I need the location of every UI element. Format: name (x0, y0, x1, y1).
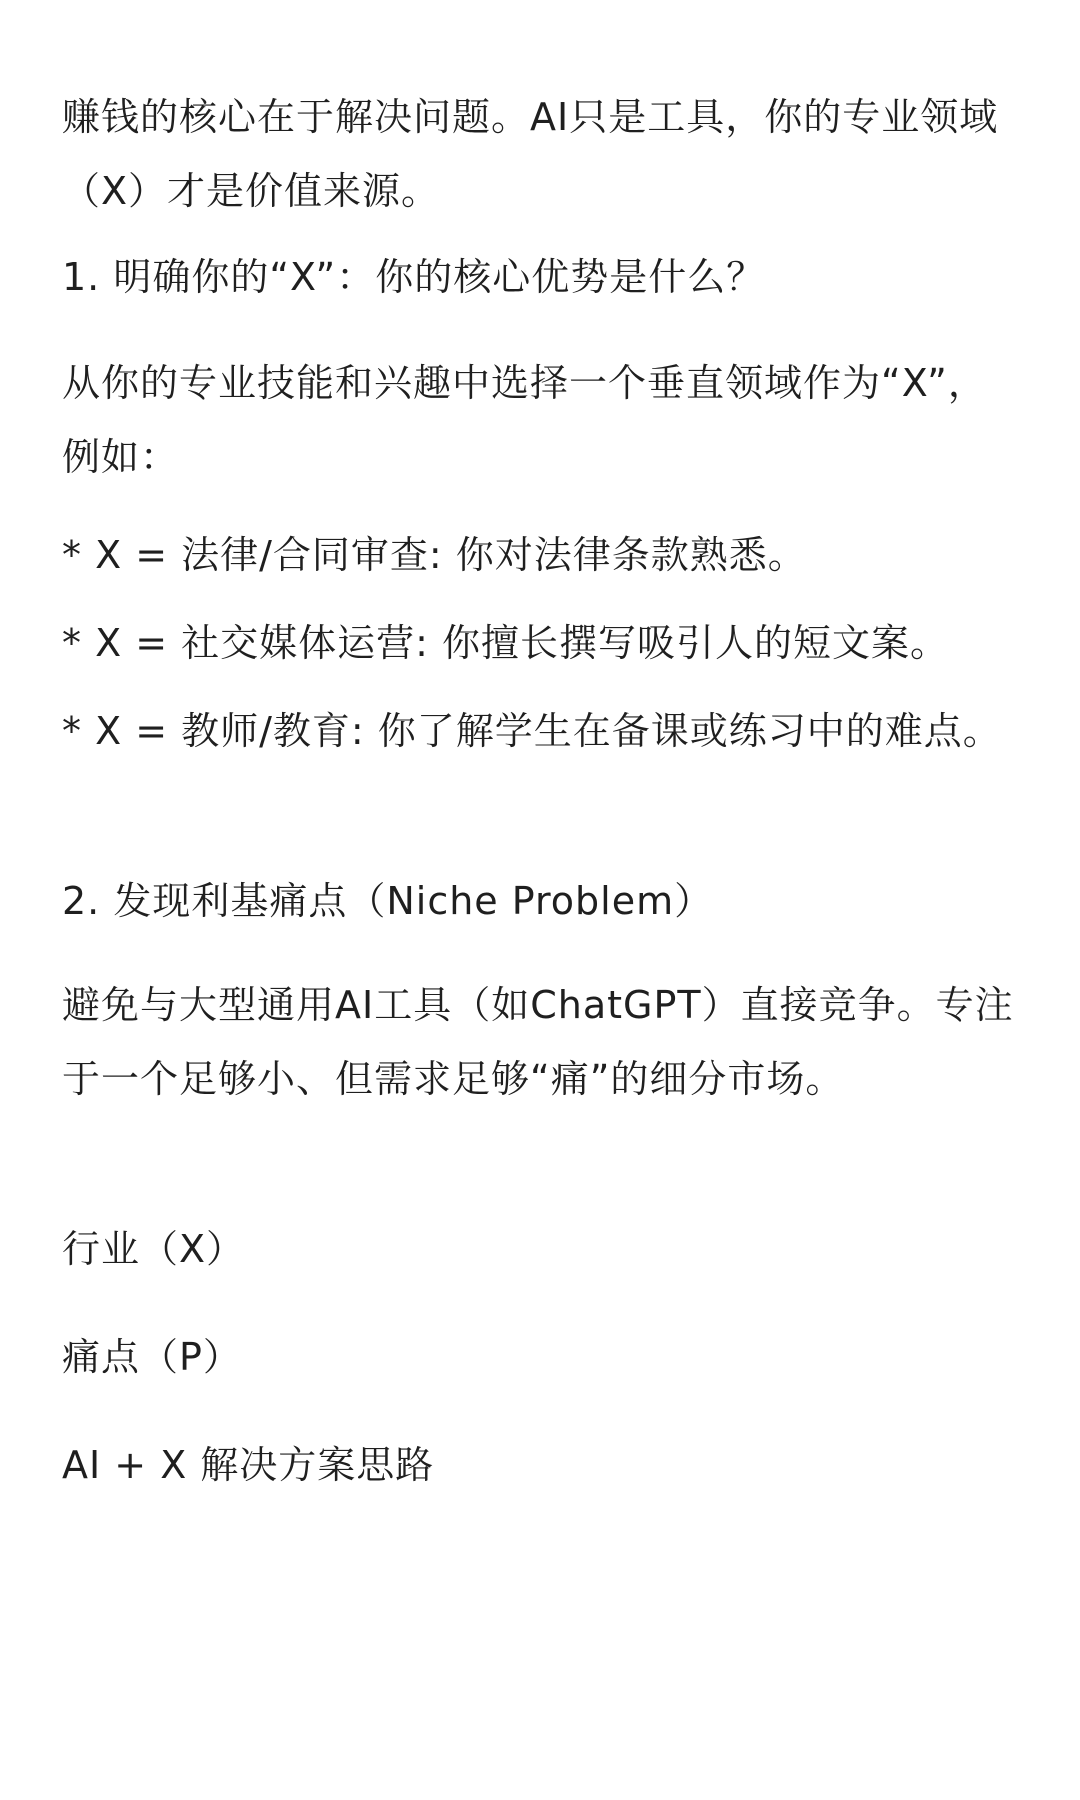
list-item-solution-idea: AI + X 解决方案思路 (62, 1443, 435, 1487)
list-item-pain-point: 痛点（P） (62, 1335, 242, 1379)
example-item-law: * X = 法律/合同审查: 你对法律条款熟悉。 (62, 533, 807, 577)
section-2-body: 避免与大型通用AI工具（如ChatGPT）直接竞争。专注于一个足够小、但需求足够“痛”的细分市场。 (62, 983, 1014, 1101)
section-1-heading: 1. 明确你的“X”：你的核心优势是什么？ (62, 255, 766, 299)
section-2-heading: 2. 发现利基痛点（Niche Problem） (62, 879, 714, 923)
intro-paragraph: 赚钱的核心在于解决问题。AI只是工具，你的专业领域（X）才是价值来源。 (62, 95, 999, 213)
list-item-industry: 行业（X） (62, 1227, 246, 1271)
example-item-social-media: * X = 社交媒体运营: 你擅长撰写吸引人的短文案。 (62, 621, 949, 665)
section-1-body: 从你的专业技能和兴趣中选择一个垂直领域作为“X”，例如： (62, 361, 987, 479)
example-item-teacher: * X = 教师/教育: 你了解学生在备课或练习中的难点。 (62, 709, 1002, 753)
